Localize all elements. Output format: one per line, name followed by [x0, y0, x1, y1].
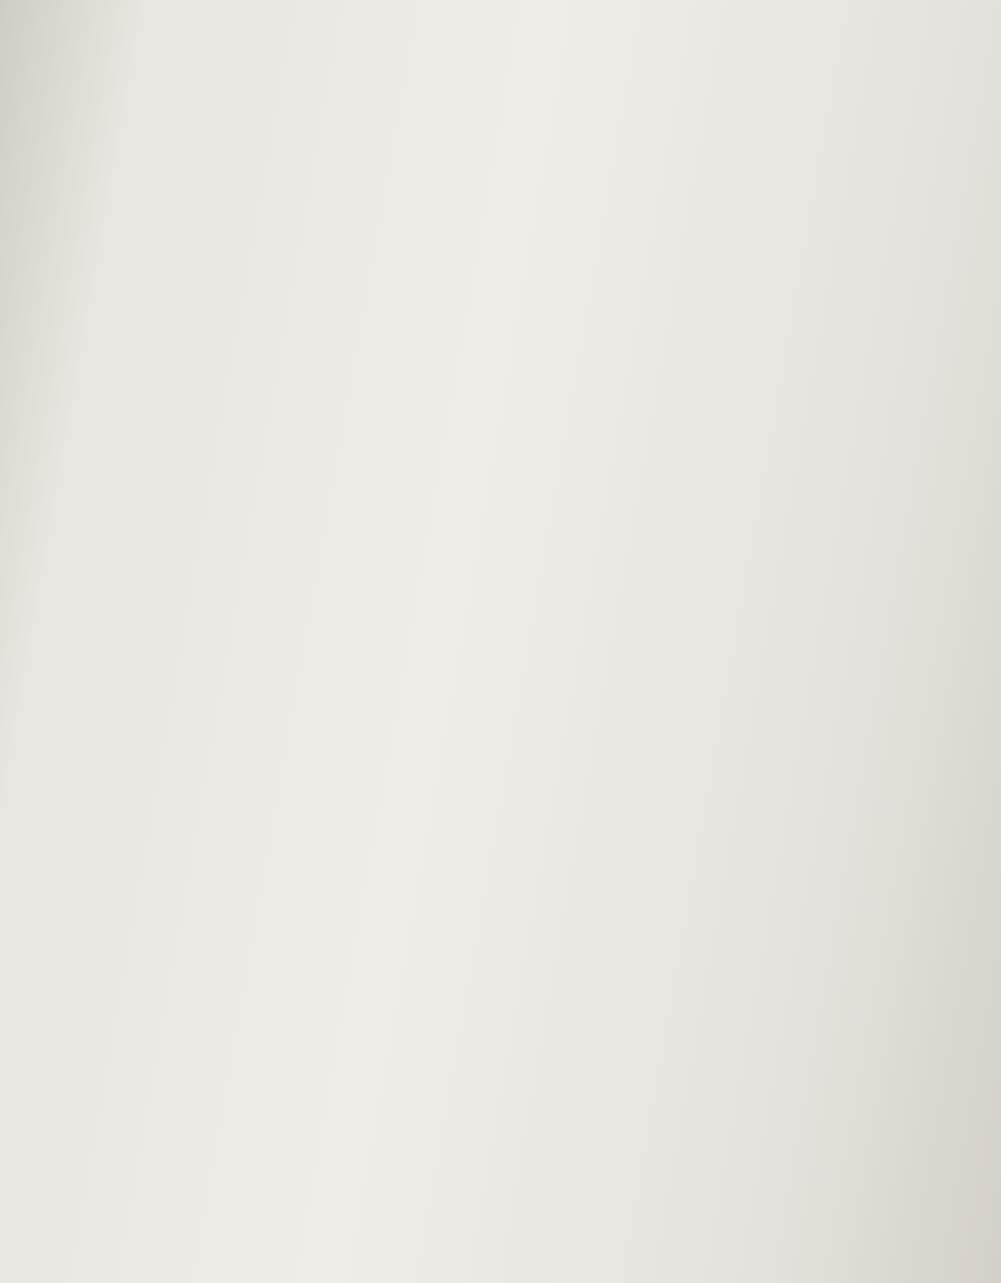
previous-page-fragments: [0, 0, 118, 460]
